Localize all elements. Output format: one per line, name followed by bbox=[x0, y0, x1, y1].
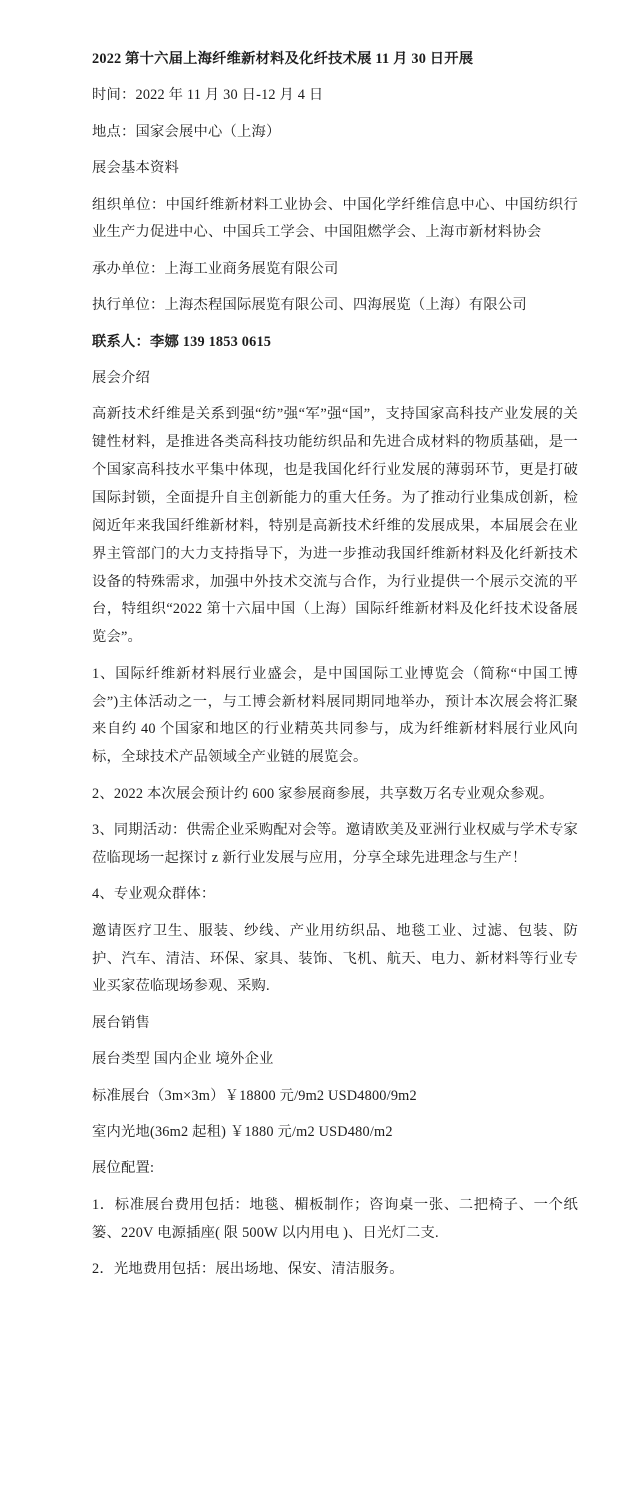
audience-body: 邀请医疗卫生、服装、纱线、产业用纺织品、地毯工业、过滤、包装、防护、汽车、清洁、环保、家具、装饰、飞机、航天、电力、新材料等行业专业买家莅临现场参观、采购. bbox=[92, 922, 578, 995]
point-2: 2、2022 本次展会预计约 600 家参展商参展，共享数万名专业观众参观。 bbox=[92, 785, 554, 802]
point-3: 3、同期活动：供需企业采购配对会等。邀请欧美及亚洲行业权威与学术专家莅临现场一起探讨 z 新行业发展与应用，分享全球先进理念与生产！ bbox=[92, 822, 578, 866]
point-4: 4、专业观众群体： bbox=[92, 886, 216, 903]
point-1: 1、国际纤维新材料展行业盛会，是中国国际工业博览会（简称“中国工博会”)主体活动之一，与工博会新材料展同期同地举办，预计本次展会将汇聚来自约 40 个国家和地区的行业精英共同参与，成为纤维新材料展行业风向标，全球技术产品领域全产业链的展览会。 bbox=[92, 665, 578, 766]
booth-sales-heading: 展台销售 bbox=[92, 1014, 150, 1031]
basic-info-heading: 展会基本资料 bbox=[92, 160, 179, 177]
config-item-2: 2．光地费用包括：展出场地、保安、清洁服务。 bbox=[92, 1260, 404, 1277]
executor-line: 执行单位：上海杰程国际展览有限公司、四海展览（上海）有限公司 bbox=[92, 297, 527, 314]
config-item-1: 1．标准展台费用包括：地毯、楣板制作；咨询桌一张、二把椅子、一个纸篓、220V 电源插座( 限 500W 以内用电 )、日光灯二支. bbox=[92, 1196, 578, 1241]
booth-config-heading: 展位配置: bbox=[92, 1160, 155, 1177]
undertaker-line: 承办单位：上海工业商务展览有限公司 bbox=[92, 260, 339, 277]
event-location-line: 地点：国家会展中心（上海） bbox=[92, 123, 281, 140]
standard-booth-price: 标准展台（3m×3m）￥18800 元/9m2 USD4800/9m2 bbox=[92, 1087, 417, 1104]
contact-line: 联系人：李娜 139 1853 0615 bbox=[92, 333, 272, 350]
intro-heading: 展会介绍 bbox=[92, 369, 150, 386]
intro-body: 高新技术纤维是关系到强“纺”强“军”强“国”，支持国家高科技产业发展的关键性材料，是推进各类高科技功能纺织品和先进合成材料的物质基础，是一个国家高科技水平集中体现，也是我国化纤行业发展的薄弱环节，更是打破国际封锁，全面提升自主创新能力的重大任务。为了推动行业集成创新，检阅近年来我国纤维新材料，特别是高新技术纤维的发展成果，本届展会在业界主管部门的大力支持指导下，为进一步推动我国纤维新材料及化纤新技术设备的特殊需求，加强中外技术交流与合作，为行业提供一个展示交流的平台，特组织“2022 第十六届中国（上海）国际纤维新材料及化纤技术设备展览会”。 bbox=[92, 406, 578, 646]
organizer-line: 组织单位：中国纤维新材料工业协会、中国化学纤维信息中心、中国纺织行业生产力促进中心、中国兵工学会、中国阻燃学会、上海市新材料协会 bbox=[92, 196, 578, 241]
booth-type-line: 展台类型 国内企业 境外企业 bbox=[92, 1051, 274, 1068]
event-time-line: 时间：2022 年 11 月 30 日-12 月 4 日 bbox=[92, 87, 324, 104]
document-title: 2022 第十六届上海纤维新材料及化纤技术展 11 月 30 日开展 bbox=[92, 51, 474, 67]
indoor-space-price: 室内光地(36m2 起租) ￥1880 元/m2 USD480/m2 bbox=[92, 1123, 393, 1140]
